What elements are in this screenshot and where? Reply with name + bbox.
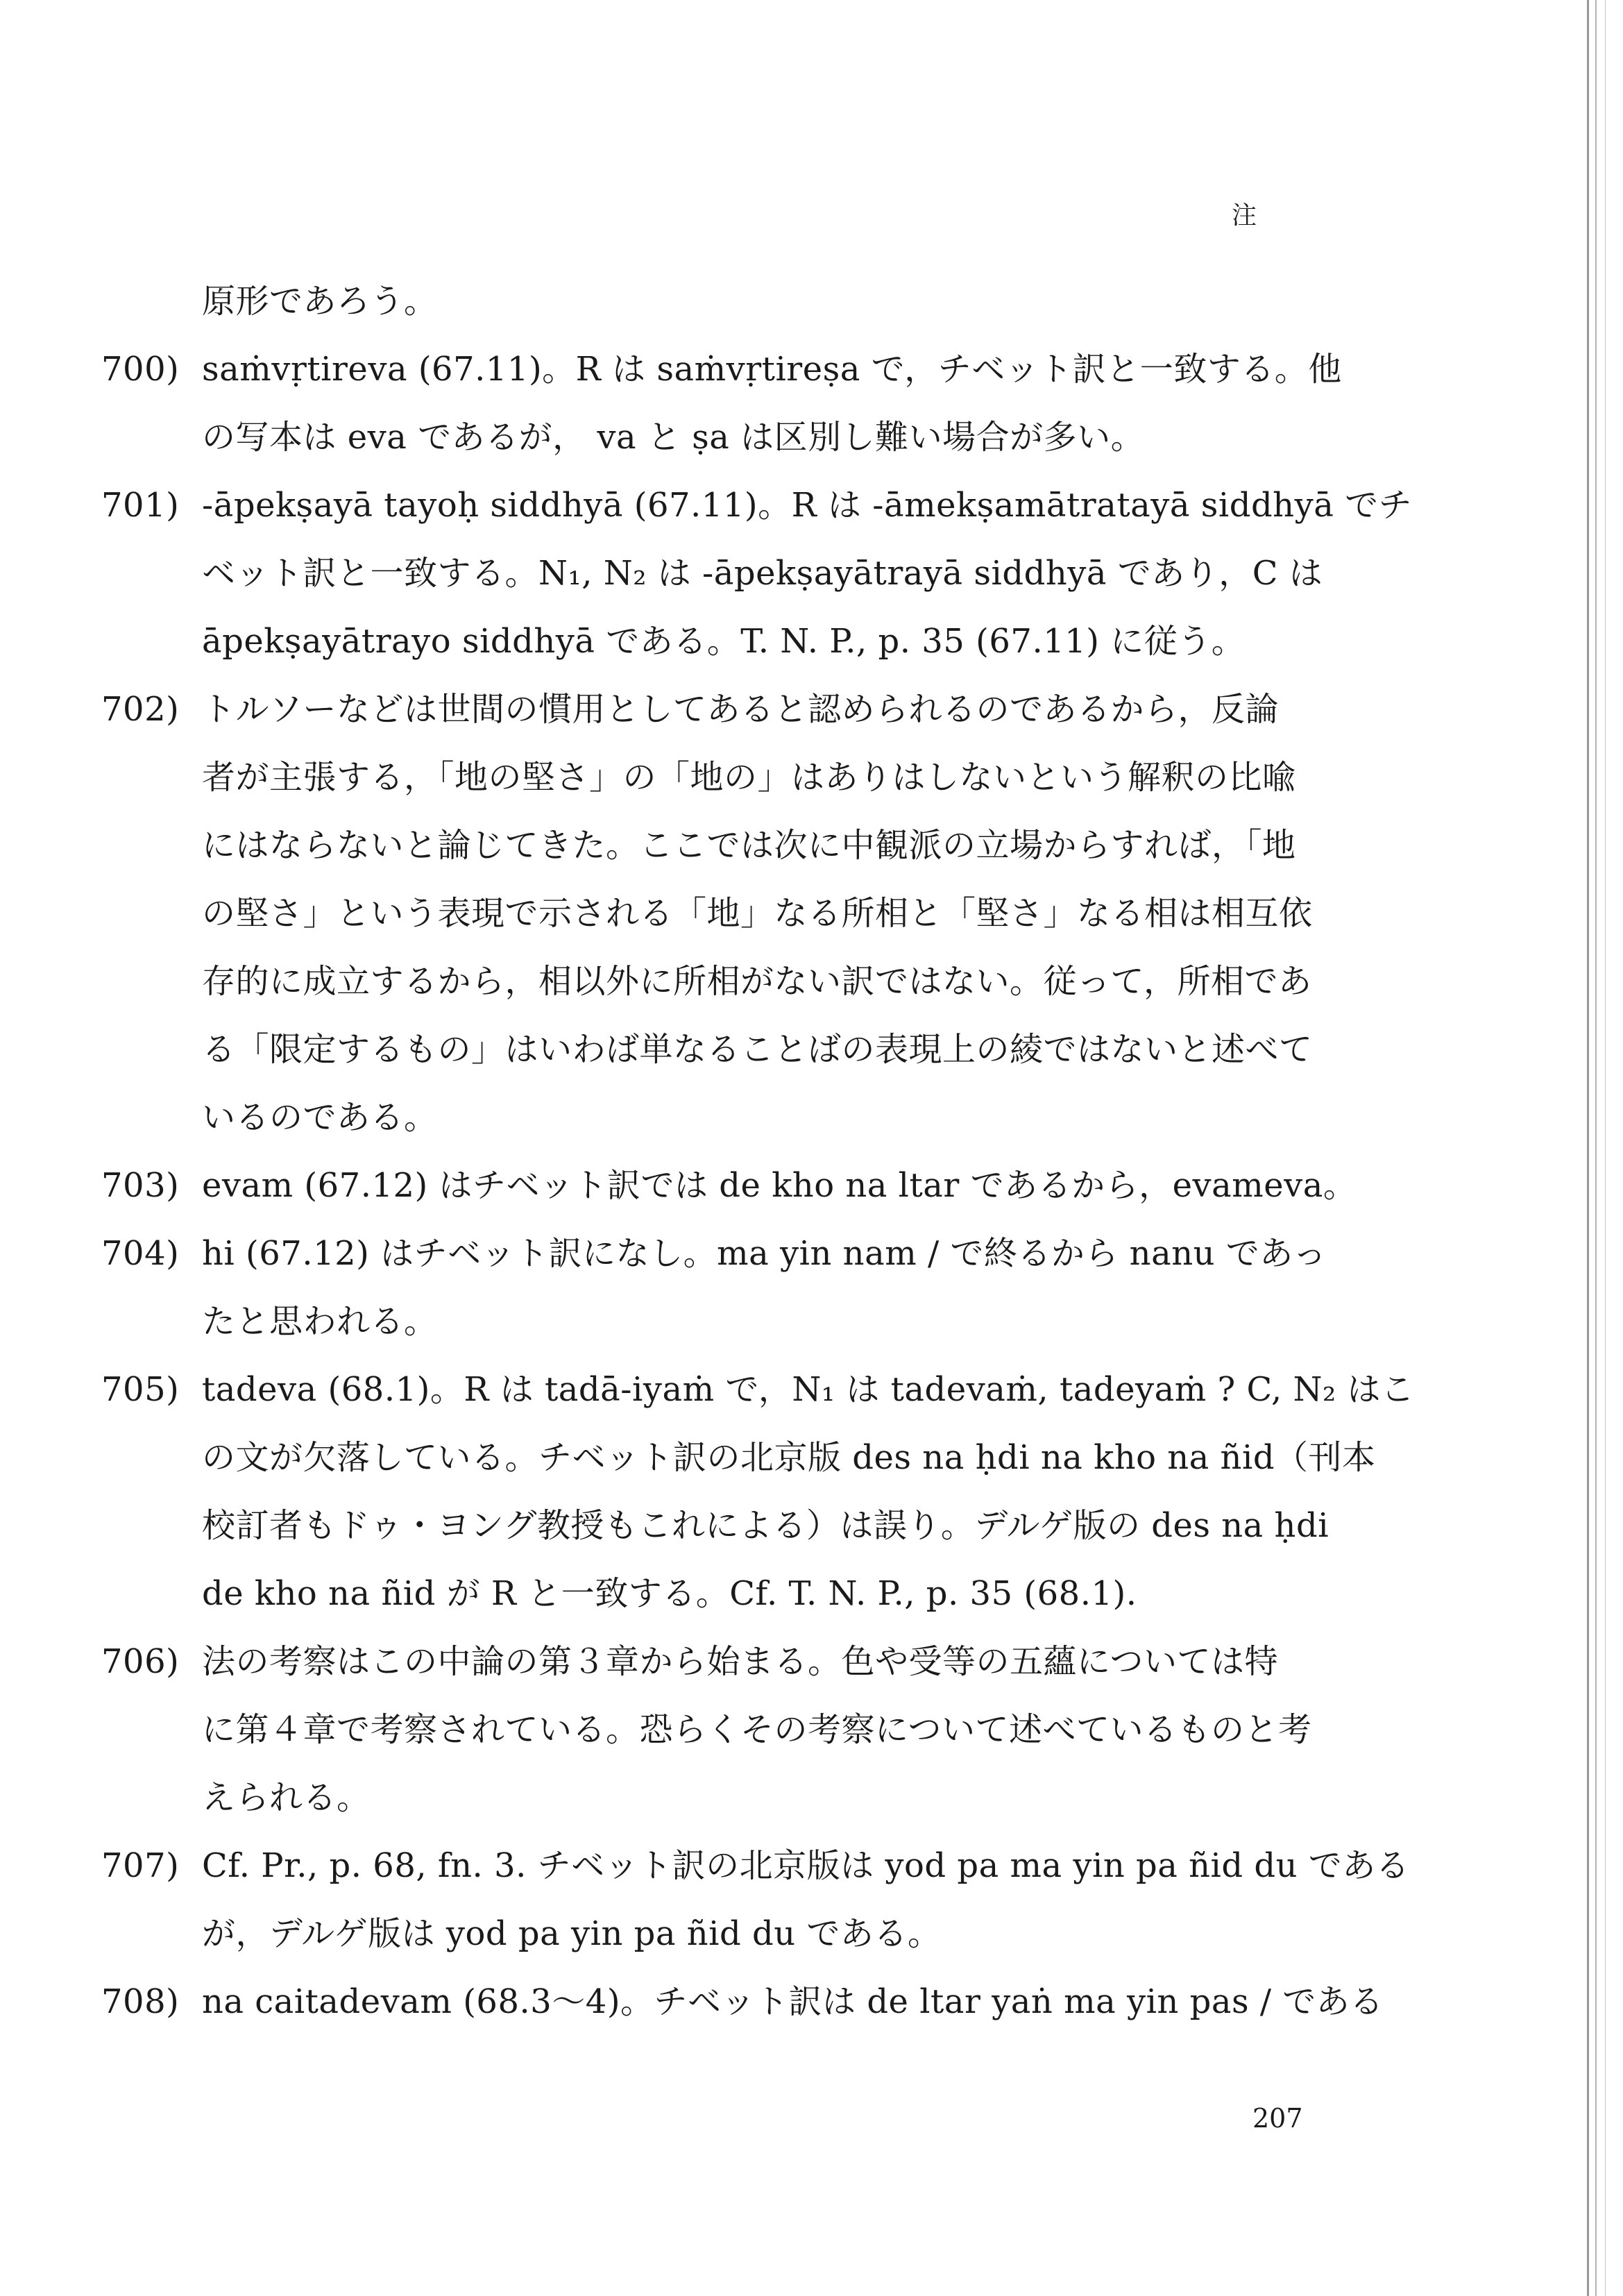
note-line	[111, 1288, 1332, 1356]
note-number: 703)	[101, 1166, 180, 1205]
note-line	[111, 1424, 1376, 1492]
note-line	[101, 1151, 1357, 1219]
note-number: 705)	[101, 1370, 180, 1409]
note-line	[111, 743, 1332, 811]
note-line	[101, 1628, 1332, 1696]
note-line	[111, 1083, 1332, 1151]
note-line	[101, 1832, 1410, 1900]
note-text: na caitadevam (68.3～4)。チベット訳は de ltar yaṅ ma yin pas / である	[202, 1982, 1384, 2021]
note-line	[111, 811, 1332, 879]
note-text: evam (67.12) はチベット訳では de kho na ltar であるから，evameva。	[202, 1166, 1357, 1205]
note-text: de kho na ñid が R と一致する。Cf. T. N. P., p. 35 (68.1).	[202, 1574, 1137, 1613]
note-text: saṁvṛtireva (67.11)。R は saṁvṛtireṣa で，チベット訳と一致する。他	[202, 350, 1342, 389]
note-text: トルソーなどは世間の慣用としてあると認められるのであるから，反論	[202, 690, 1280, 729]
note-text: 法の考察はこの中論の第３章から始まる。色や受等の五蘊については特	[202, 1642, 1279, 1681]
note-line	[101, 1219, 1332, 1288]
note-line	[101, 1356, 1415, 1424]
note-line	[111, 607, 1332, 675]
note-line	[111, 403, 1332, 471]
note-line	[101, 675, 1332, 743]
note-number: 700)	[101, 350, 180, 389]
note-line	[111, 267, 1332, 335]
note-line	[101, 335, 1342, 403]
note-text: えられる。	[202, 1778, 371, 1817]
note-text: Cf. Pr., p. 68, fn. 3. チベット訳の北京版は yod pa ma yin pa ñid du である	[202, 1846, 1410, 1885]
note-text: 校訂者もドゥ・ヨング教授もこれによる）は誤り。デルゲ版の des na ḥdi	[202, 1506, 1329, 1545]
note-text: る「限定するもの」はいわば単なることばの表現上の綾ではないと述べて	[202, 1030, 1313, 1069]
note-line	[111, 1764, 1332, 1832]
note-number: 701)	[101, 486, 180, 525]
note-line	[111, 1015, 1332, 1083]
scan-edge-artifact	[1574, 0, 1623, 2296]
note-line	[111, 1696, 1332, 1764]
note-number: 702)	[101, 690, 180, 729]
note-number: 704)	[101, 1234, 180, 1273]
note-text: の堅さ」という表現で示される「地」なる所相と「堅さ」なる相は相互依	[202, 894, 1313, 933]
note-text: の写本は eva であるが， va と ṣa は区別し難い場合が多い。	[202, 418, 1145, 457]
note-text: āpekṣayātrayo siddhyā である。T. N. P., p. 35 (67.11) に従う。	[202, 622, 1246, 661]
notes-body	[101, 267, 1415, 2036]
note-line	[111, 1560, 1332, 1628]
note-text: にはならないと論じてきた。ここでは次に中観派の立場からすれば，「地	[202, 826, 1296, 865]
note-line	[111, 879, 1332, 947]
page-number: 207	[1252, 2103, 1303, 2134]
note-text: 原形であろう。	[202, 282, 438, 321]
note-line	[101, 1968, 1384, 2036]
note-text: たと思われる。	[202, 1302, 438, 1341]
note-text: いるのである。	[202, 1098, 438, 1137]
note-line	[111, 947, 1332, 1015]
note-number: 706)	[101, 1642, 180, 1681]
note-text: ベット訳と一致する。N₁, N₂ は -āpekṣayātrayā siddhyā であり，C は	[202, 554, 1323, 593]
note-text: tadeva (68.1)。R は tadā-iyaṁ で，N₁ は tadevaṁ, tadeyaṁ ? C, N₂ はこ	[202, 1370, 1415, 1409]
note-text: 存的に成立するから，相以外に所相がない訳ではない。従って，所相であ	[202, 962, 1312, 1001]
running-head: 注	[1232, 201, 1257, 230]
note-text: 者が主張する，「地の堅さ」の「地の」はありはしないという解釈の比喩	[202, 758, 1296, 797]
note-text: が，デルゲ版は yod pa yin pa ñid du である。	[202, 1914, 942, 1953]
note-line	[111, 1900, 1332, 1968]
note-text: に第４章で考察されている。恐らくその考察について述べているものと考	[202, 1710, 1312, 1749]
note-line	[111, 1492, 1332, 1560]
note-number: 708)	[101, 1982, 180, 2021]
note-text: hi (67.12) はチベット訳になし。ma yin nam / で終るから nanu であっ	[202, 1234, 1327, 1273]
note-number: 707)	[101, 1846, 180, 1885]
note-text: -āpekṣayā tayoḥ siddhyā (67.11)。R は -āmekṣamātratayā siddhyā でチ	[202, 486, 1413, 525]
note-line	[101, 471, 1413, 539]
note-text: の文が欠落している。チベット訳の北京版 des na ḥdi na kho na ñid（刊本	[202, 1438, 1376, 1477]
note-line	[111, 539, 1332, 607]
